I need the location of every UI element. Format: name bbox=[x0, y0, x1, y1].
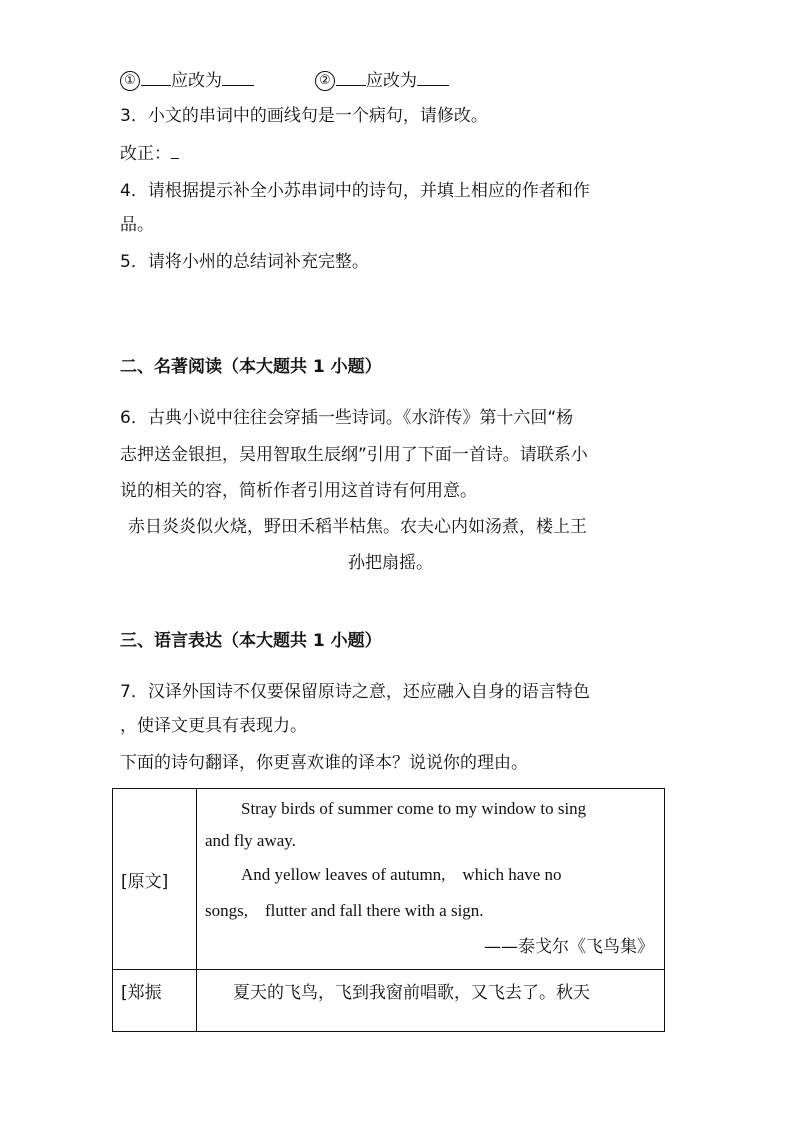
answer-blank[interactable] bbox=[141, 69, 171, 86]
original-line: and fly away. bbox=[205, 831, 296, 850]
table-row bbox=[113, 789, 665, 970]
section-heading-3: 三、语言表达（本大题共 1 小题） bbox=[120, 631, 382, 651]
blank-item-2 bbox=[315, 66, 449, 91]
poem-line-2: 孙把扇摇。 bbox=[348, 553, 433, 573]
original-line: And yellow leaves of autumn, which have no bbox=[241, 865, 562, 884]
translation-text-cell: 夏天的飞鸟，飞到我窗前唱歌，又飞去了。秋天 bbox=[197, 970, 665, 1032]
original-text-cell bbox=[197, 789, 665, 970]
question-7-line-2: ，使译文更具有表现力。 bbox=[120, 716, 307, 736]
blank-label: 应改为 bbox=[366, 71, 417, 91]
answer-blank[interactable] bbox=[222, 69, 254, 86]
question-4-line-2: 品。 bbox=[120, 215, 154, 235]
row-label-translator: [郑振 bbox=[113, 970, 197, 1032]
question-7-line-3: 下面的诗句翻译，你更喜欢谁的译本？说说你的理由。 bbox=[120, 753, 528, 773]
answer-label: 改正： bbox=[120, 144, 171, 164]
question-3-answer bbox=[120, 142, 179, 166]
question-6-line-3: 说的相关的容，简析作者引用这首诗有何用意。 bbox=[120, 481, 477, 501]
question-6-line-2: 志押送金银担，吴用智取生辰纲”引用了下面一首诗。请联系小 bbox=[120, 445, 588, 465]
translation-table bbox=[112, 788, 665, 1032]
table-row bbox=[113, 970, 665, 1032]
question-3: 3．小文的串词中的画线句是一个病句，请修改。 bbox=[120, 106, 488, 126]
question-6-line-1: 6．古典小说中往往会穿插一些诗词。《水浒传》第十六回“杨 bbox=[120, 408, 574, 428]
attribution: ——泰戈尔《飞鸟集》 bbox=[484, 937, 654, 957]
circled-number-2: ② bbox=[315, 71, 335, 91]
question-7-line-1: 7．汉译外国诗不仅要保留原诗之意，还应融入自身的语言特色 bbox=[120, 682, 590, 702]
blank-label: 应改为 bbox=[171, 71, 222, 91]
question-4-line-1: 4．请根据提示补全小苏串词中的诗句，并填上相应的作者和作 bbox=[120, 181, 590, 201]
original-line: songs, flutter and fall there with a sign. bbox=[205, 901, 484, 920]
question-5: 5．请将小州的总结词补充完整。 bbox=[120, 252, 369, 272]
poem-line-1: 赤日炎炎似火烧，野田禾稻半枯焦。农夫心内如汤煮，楼上王 bbox=[128, 517, 587, 537]
blank-item-1 bbox=[120, 66, 254, 91]
original-line: Stray birds of summer come to my window to sing bbox=[241, 799, 587, 818]
row-label-original: [原文] bbox=[113, 789, 197, 970]
answer-blank[interactable] bbox=[417, 69, 449, 86]
circled-number-1: ① bbox=[120, 71, 140, 91]
answer-blank[interactable] bbox=[171, 142, 179, 159]
section-heading-2: 二、名著阅读（本大题共 1 小题） bbox=[120, 357, 382, 377]
answer-blank[interactable] bbox=[336, 69, 366, 86]
